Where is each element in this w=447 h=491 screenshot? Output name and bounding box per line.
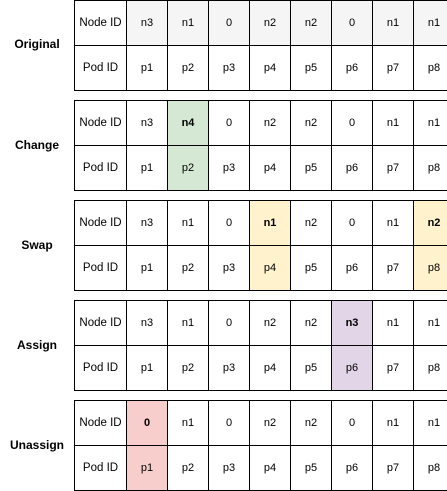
pod-cell: p6 [332,46,373,91]
section-label-original: Original [14,37,60,51]
node-cell: n1 [414,301,447,346]
node-id-header: Node ID [75,301,127,346]
node-cell: n2 [250,301,291,346]
node-cell: 0 [332,101,373,146]
section-label-swap: Swap [21,238,53,252]
node-cell: 0 [209,201,250,246]
pod-cell: p3 [209,246,250,291]
pod-cell: p8 [414,146,447,191]
node-cell: n1 [414,1,447,46]
pod-cell: p2 [168,46,209,91]
table-swap [74,200,447,291]
pod-cell-swapped: p4 [250,246,291,291]
pod-cell: p7 [373,246,414,291]
pod-cell: p1 [127,246,168,291]
node-cell: n2 [291,1,332,46]
pod-id-row [75,446,447,491]
node-cell: 0 [209,301,250,346]
node-cell: n1 [373,101,414,146]
table-unassign [74,400,447,491]
table-original [74,0,447,91]
node-id-row [75,101,447,146]
pod-id-header: Pod ID [75,146,127,191]
node-cell: 0 [209,401,250,446]
pod-cell: p5 [291,46,332,91]
node-cell: n1 [168,301,209,346]
pod-cell-changed: p2 [168,146,209,191]
pod-cell: p6 [332,446,373,491]
pod-cell: p1 [127,346,168,391]
node-cell: n3 [127,201,168,246]
pod-cell: p8 [414,446,447,491]
node-cell: 0 [332,1,373,46]
pod-cell: p7 [373,46,414,91]
pod-cell: p4 [250,146,291,191]
node-cell-unassigned: 0 [127,401,168,446]
pod-cell: p1 [127,46,168,91]
pod-cell: p4 [250,346,291,391]
pod-cell: p3 [209,346,250,391]
pod-id-header: Pod ID [75,46,127,91]
node-cell-assigned: n3 [332,301,373,346]
pod-cell-unassigned: p1 [127,446,168,491]
node-cell: n1 [414,401,447,446]
pod-cell: p5 [291,246,332,291]
node-cell: n2 [291,101,332,146]
node-cell: n1 [373,1,414,46]
pod-cell-swapped: p8 [414,246,447,291]
pod-id-row [75,246,447,291]
node-id-header: Node ID [75,101,127,146]
node-id-header: Node ID [75,1,127,46]
node-id-row [75,1,447,46]
node-cell: n3 [127,1,168,46]
section-label-assign: Assign [16,338,57,352]
node-cell-changed: n4 [168,101,209,146]
pod-cell: p7 [373,146,414,191]
node-cell: n2 [250,401,291,446]
pod-cell: p5 [291,446,332,491]
node-cell: n3 [127,301,168,346]
pod-cell: p2 [168,346,209,391]
pod-cell: p4 [250,446,291,491]
node-cell-swapped: n2 [414,201,447,246]
pod-id-row [75,146,447,191]
node-cell: 0 [209,1,250,46]
pod-cell: p3 [209,446,250,491]
node-cell: n1 [168,1,209,46]
section-label-unassign: Unassign [9,438,64,452]
pod-cell: p7 [373,446,414,491]
node-cell: n3 [127,101,168,146]
pod-id-header: Pod ID [75,446,127,491]
pod-id-header: Pod ID [75,346,127,391]
node-cell: 0 [209,101,250,146]
node-cell: n1 [373,401,414,446]
pod-cell: p5 [291,146,332,191]
pod-cell: p2 [168,246,209,291]
node-cell: n2 [250,101,291,146]
node-id-row [75,201,447,246]
pod-cell-assigned: p6 [332,346,373,391]
node-cell: n1 [414,101,447,146]
node-cell: 0 [332,201,373,246]
pod-cell: p5 [291,346,332,391]
node-cell: n2 [291,401,332,446]
pod-cell: p8 [414,46,447,91]
node-id-row [75,301,447,346]
node-cell: n1 [373,201,414,246]
pod-id-header: Pod ID [75,246,127,291]
node-cell: n1 [168,201,209,246]
pod-cell: p7 [373,346,414,391]
section-label-change: Change [14,138,59,152]
node-cell: n1 [168,401,209,446]
node-id-header: Node ID [75,401,127,446]
pod-cell: p3 [209,146,250,191]
node-cell: n1 [373,301,414,346]
node-id-header: Node ID [75,201,127,246]
node-id-row [75,401,447,446]
pod-cell: p4 [250,46,291,91]
pod-cell: p1 [127,146,168,191]
pod-cell: p2 [168,446,209,491]
node-cell: n2 [291,301,332,346]
node-cell-swapped: n1 [250,201,291,246]
pod-id-row [75,46,447,91]
table-change [74,100,447,191]
pod-cell: p8 [414,346,447,391]
node-cell: 0 [332,401,373,446]
pod-id-row [75,346,447,391]
pod-cell: p3 [209,46,250,91]
table-assign [74,300,447,391]
node-cell: n2 [291,201,332,246]
pod-cell: p6 [332,146,373,191]
node-cell: n2 [250,1,291,46]
pod-cell: p6 [332,246,373,291]
